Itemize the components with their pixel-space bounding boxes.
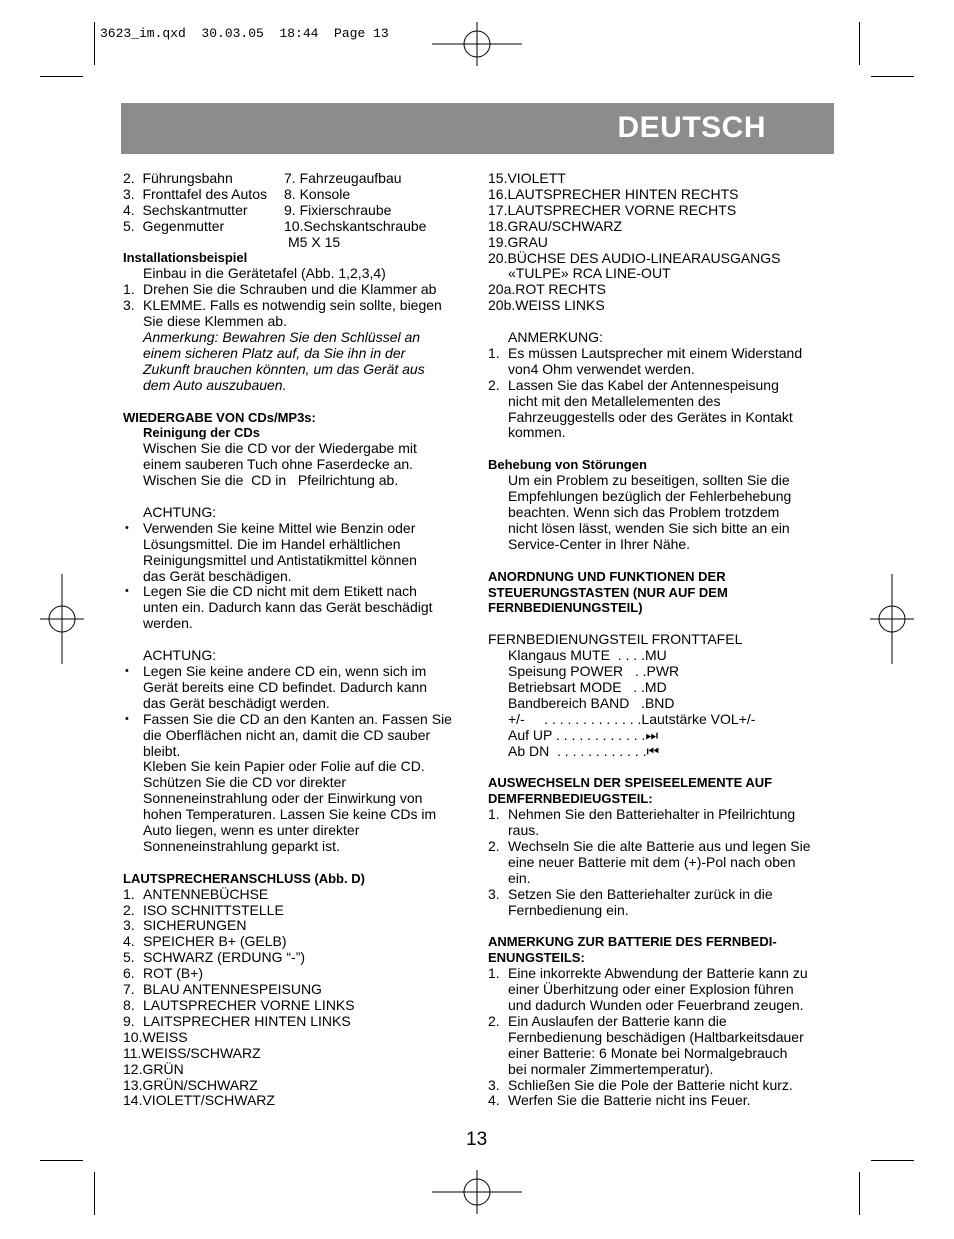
list-item: 17.LAUTSPRECHER VORNE RECHTS	[488, 201, 737, 218]
list-item: 7. BLAU ANTENNESPEISUNG	[123, 981, 322, 998]
list-item: Ab DN . . . . . . . . . . . .⏮	[508, 742, 660, 759]
parts-row: 3. Fronttafel des Autos 8. Konsole	[123, 185, 351, 202]
crop-mark	[871, 76, 914, 77]
section-heading: FERNBEDIENUNGSTEIL FRONTTAFEL	[488, 631, 743, 648]
list-item: • Fassen Sie die CD an den Kanten an. Fassen Sie	[125, 710, 452, 727]
list-item: Auf UP . . . . . . . . . . . .⏭	[508, 726, 659, 743]
registration-mark-icon	[870, 574, 914, 664]
crop-mark	[94, 22, 95, 65]
list-item: 9. LAITSPRECHER HINTEN LINKS	[123, 1012, 351, 1029]
list-item: Klangaus MUTE . . . .MU	[508, 647, 667, 664]
list-item: • Verwenden Sie keine Mittel wie Benzin oder	[125, 519, 416, 536]
list-item: 14.VIOLETT/SCHWARZ	[123, 1092, 275, 1109]
section-heading: AUSWECHSELN DER SPEISEELEMENTE AUF	[488, 775, 773, 791]
page-number: 13	[466, 1129, 488, 1150]
list-item: 2. ISO SCHNITTSTELLE	[123, 901, 284, 918]
section-heading: LAUTSPRECHERANSCHLUSS (Abb. D)	[123, 870, 365, 886]
list-item: 20.BÜCHSE DES AUDIO-LINEARAUSGANGS	[488, 249, 781, 266]
section-heading: Behebung von Störungen	[488, 457, 647, 473]
list-item: 15.VIOLETT	[488, 170, 566, 186]
list-item: 5. SCHWARZ (ERDUNG “-”)	[123, 949, 306, 966]
bullet-icon: •	[125, 521, 129, 534]
list-item: 18.GRAU/SCHWARZ	[488, 217, 623, 234]
list-item: 6. ROT (B+)	[123, 965, 204, 982]
crop-mark	[859, 22, 860, 65]
section-heading: ANMERKUNG:	[508, 329, 603, 346]
list-item: 19.GRAU	[488, 233, 548, 250]
bullet-icon: •	[125, 664, 129, 677]
list-item: 3. SICHERUNGEN	[123, 917, 247, 934]
section-heading: ANMERKUNG ZUR BATTERIE DES FERNBEDI-	[488, 934, 777, 950]
list-item: 20b.WEISS LINKS	[488, 297, 605, 314]
list-item: 16.LAUTSPRECHER HINTEN RECHTS	[488, 185, 739, 202]
crop-mark	[40, 1160, 83, 1161]
list-item: 13.GRÜN/SCHWARZ	[123, 1076, 258, 1093]
section-heading: WIEDERGABE VON CDs/MP3s:	[123, 409, 316, 425]
left-column: 2. Führungsbahn 7. Fahrzeugaufbau 3. Fronttafel des Autos 8. Konsole 4. Sechskantmutter 9. Fixierschraube 5. Gegenmutter 10.Sechskantschraube M5 X 15 Installationsbeispiel Einbau in die Gerätetafel (Abb. 1,2,3,4) 1. Drehen Sie die Schrauben und die Klammer ab 3. KLEMME. Falls es notwendig sein sollte, biegen Sie diese Klemmen ab. Anmerkung: Bewahren Sie den Schlüssel an einem sicheren Platz auf, da Sie ihn in der Zukunft brauchen könnten, um das Gerät aus dem Auto auszubauen. WIEDERGABE VON CDs/MP3s: Reinigung der CDs Wischen Sie die CD vor der Wiedergabe mit einem sauberen Tuch ohne Faserdecke an. Wischen Sie die CD in Pfeilrichtung ab. ACHTUNG: • Verwenden Sie keine Mittel wie Benzin oder Lösungsmittel. Die im Handel erhältlichen Reinigungsmittel und Antistatikmittel können das Gerät beschädigen. • Legen Sie die CD nicht mit dem Etikett nach unten ein. Dadurch kann das Gerät beschädigt werden. ACHTUNG: • Legen Sie keine andere CD ein, wenn sich im Gerät bereits eine CD befindet. Dadurch kann das Gerät beschädigt werden. • Fassen Sie die CD an den Kanten an. Fassen Sie die Oberflächen nicht an, damit die CD sauber bleibt. Kleben Sie kein Papier oder Folie auf die CD. Schützen Sie die CD vor direkter Sonneneinstrahlung oder der Einwirkung von hohen Temperaturen. Lassen Sie keine CDs im Auto liegen, wenn es unter direkter Sonneneinstrahlung geparkt ist. LAUTSPRECHERANSCHLUSS (Abb. D) 1. ANTENNEBÜCHSE 2. ISO SCHNITTSTELLE 3. SICHERUNGEN 4. SPEICHER B+ (GELB) 5. SCHWARZ (ERDUNG “-”) 6. ROT (B+) 7. BLAU ANTENNESPEISUNG 8. LAUTSPRECHER VORNE LINKS 9. LAITSPRECHER HINTEN LINKS 10.WEISS 11.WEISS/SCHWARZ 12.GRÜN 13.GRÜN/SCHWARZ 14.VIOLETT/SCHWARZ	[123, 171, 473, 1109]
bullet-icon: •	[125, 712, 129, 725]
crop-mark	[871, 1160, 914, 1161]
list-item: • Legen Sie keine andere CD ein, wenn sich im	[125, 662, 427, 679]
parts-row: 4. Sechskantmutter 9. Fixierschraube	[123, 201, 392, 218]
list-item: 1. ANTENNEBÜCHSE	[123, 885, 269, 902]
crop-mark	[40, 76, 83, 77]
list-item: • Legen Sie die CD nicht mit dem Etikett nach	[125, 583, 417, 600]
list-item: Speisung POWER . .PWR	[508, 663, 680, 680]
list-item: 20a.ROT RECHTS	[488, 281, 606, 298]
list-item: 11.WEISS/SCHWARZ	[123, 1044, 261, 1061]
registration-mark-icon	[432, 1170, 522, 1214]
list-item: Bandbereich BAND .BND	[508, 694, 675, 711]
parts-row: M5 X 15	[288, 233, 341, 250]
list-item: 10.WEISS	[123, 1028, 188, 1045]
list-item: +/- . . . . . . . . . . . . .Lautstärke VOL+/-	[508, 710, 756, 727]
crop-mark	[859, 1172, 860, 1215]
list-item: 4. SPEICHER B+ (GELB)	[123, 933, 287, 950]
crop-mark	[94, 1172, 95, 1215]
list-item: 8. LAUTSPRECHER VORNE LINKS	[123, 996, 355, 1013]
parts-row: 5. Gegenmutter 10.Sechskantschraube	[123, 217, 427, 234]
parts-row: 2. Führungsbahn 7. Fahrzeugaufbau	[123, 170, 402, 186]
list-item: 12.GRÜN	[123, 1060, 184, 1077]
language-banner	[121, 103, 834, 154]
section-heading: Installationsbeispiel	[123, 250, 248, 266]
right-column: 15.VIOLETT 16.LAUTSPRECHER HINTEN RECHTS 17.LAUTSPRECHER VORNE RECHTS 18.GRAU/SCHWARZ 19.GRAU 20.BÜCHSE DES AUDIO-LINEARAUSGANGS «TULPE» RCA LINE-OUT 20a.ROT RECHTS 20b.WEISS LINKS ANMERKUNG: 1. Es müssen Lautsprecher mit einem Widerstand von4 Ohm verwendet werden. 2. Lassen Sie das Kabel der Antennespeisung nicht mit den Metallelementen des Fahrzeuggestells oder des Gerätes in Kontakt kommen. Behebung von Störungen Um ein Problem zu beseitigen, sollten Sie die Empfehlungen bezüglich der Fehlerbehebung beachten. Wenn sich das Problem trotzdem nicht lösen lässt, wenden Sie sich bitte an ein Service-Center in Ihrer Nähe. ANORDNUNG UND FUNKTIONEN DER STEUERUNGSTASTEN (NUR AUF DEM FERNBEDIENUNGSTEIL) FERNBEDIENUNGSTEIL FRONTTAFEL Klangaus MUTE . . . .MU Speisung POWER . .PWR Betriebsart MODE . .MD Bandbereich BAND .BND +/- . . . . . . . . . . . . .Lautstärke VOL+/- Auf UP . . . . . . . . . . . .⏭ Ab DN . . . . . . . . . . . .⏮ AUSWECHSELN DER SPEISEELEMENTE AUF DEMFERNBEDIEUGSTEIL: 1. Nehmen Sie den Batteriehalter in Pfeilrichtung raus. 2. Wechseln Sie die alte Batterie aus und legen Sie eine neuer Batterie mit dem (+)-Pol nach oben ein. 3. Setzen Sie den Batteriehalter zurück in die Fernbedienung ein. ANMERKUNG ZUR BATTERIE DES FERNBEDI- ENUNGSTEILS: 1. Eine inkorrekte Abwendung der Batterie kann zu einer Überhitzung oder einer Explosion führen und dadurch Wunden oder Feuerbrand zeugen. 2. Ein Auslaufen der Batterie kann die Fernbedienung beschädigen (Haltbarkeitsdauer einer Batterie: 6 Monate bei Normalgebrauch bei normaler Zimmertemperatur). 3. Schließen Sie die Pole der Batterie nicht kurz. 4. Werfen Sie die Batterie nicht ins Feuer.	[488, 171, 833, 1109]
section-heading: ANORDNUNG UND FUNKTIONEN DER	[488, 568, 726, 584]
subsection-heading: Reinigung der CDs	[143, 425, 261, 441]
registration-mark-icon	[432, 22, 522, 66]
page-title: DEUTSCH	[617, 111, 766, 144]
list-item: Betriebsart MODE . .MD	[508, 678, 667, 695]
print-slug: 3623_im.qxd 30.03.05 18:44 Page 13	[100, 26, 389, 41]
registration-mark-icon	[40, 574, 84, 664]
bullet-icon: •	[125, 585, 129, 598]
parts-list	[123, 171, 473, 250]
